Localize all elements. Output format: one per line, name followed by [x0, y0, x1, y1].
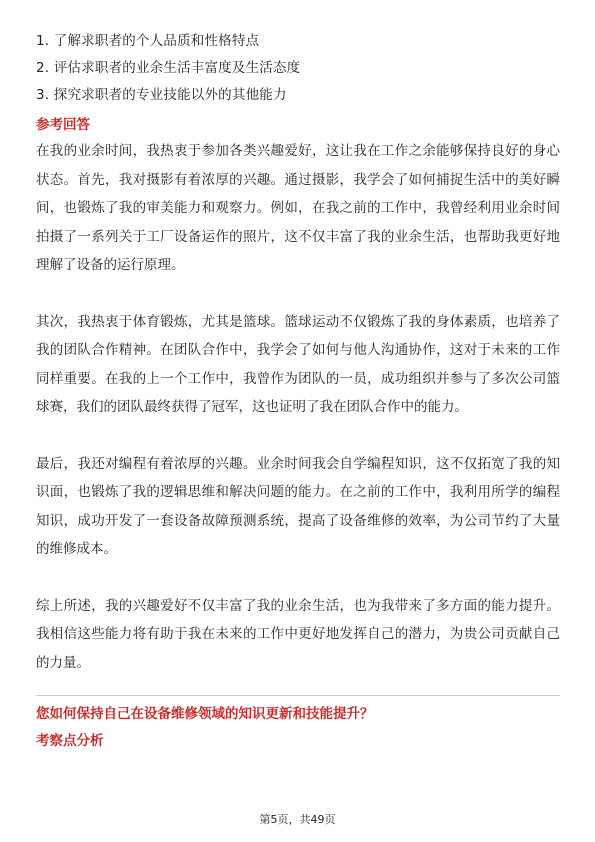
- list-item: 2. 评估求职者的业余生活丰富度及生活态度: [36, 60, 301, 76]
- paragraph-spacer: [36, 564, 560, 592]
- paragraph-spacer: [36, 280, 560, 308]
- analysis-label: 考察点分析: [36, 733, 104, 749]
- next-question: 您如何保持自己在设备维修领域的知识更新和技能提升？: [36, 706, 374, 722]
- objective-list: [36, 28, 560, 109]
- answer-paragraph-1: 在我的业余时间，我热衷于参加各类兴趣爱好，这让我在工作之余能够保持良好的身心状态。首先，我对摄影有着浓厚的兴趣。通过摄影，我学会了如何捕捉生活中的美好瞬间，也锻炼了我的审美能力和观察力。例如，在我之前的工作中，我曾经利用业余时间拍摄了一系列关于工厂设备运作的照片，这不仅丰富了我的业余生活，也帮助我更好地理解了设备的运行原理。: [36, 143, 560, 273]
- list-item: 1. 了解求职者的个人品质和性格特点: [36, 33, 260, 49]
- paragraph-spacer: [36, 422, 560, 450]
- list-item: 3. 探究求职者的专业技能以外的其他能力: [36, 87, 287, 103]
- answer-paragraph-2: 其次，我热衷于体育锻炼，尤其是篮球。篮球运动不仅锻炼了我的身体素质，也培养了我的团队合作精神。在团队合作中，我学会了如何与他人沟通协作，这对于未来的工作同样重要。在我的上一个工作中，我曾作为团队的一员，成功组织并参与了多次公司篮球赛，我们的团队最终获得了冠军，这也证明了我在团队合作中的能力。: [36, 313, 560, 415]
- page-number: 第5页，共49页: [259, 813, 336, 826]
- answer-paragraph-3: 最后，我还对编程有着浓厚的兴趣。业余时间我会自学编程知识，这不仅拓宽了我的知识面，也锻炼了我的逻辑思维和解决问题的能力。在之前的工作中，我利用所学的编程知识，成功开发了一套设备故障预测系统，提高了设备维修的效率，为公司节约了大量的维修成本。: [36, 455, 560, 557]
- section-divider: [36, 695, 560, 696]
- answer-paragraph-4: 综上所述，我的兴趣爱好不仅丰富了我的业余生活，也为我带来了多方面的能力提升。我相信这些能力将有助于我在未来的工作中更好地发挥自己的潜力，为贵公司贡献自己的力量。: [36, 597, 560, 671]
- page-content: [36, 28, 560, 753]
- answer-label: 参考回答: [36, 117, 90, 133]
